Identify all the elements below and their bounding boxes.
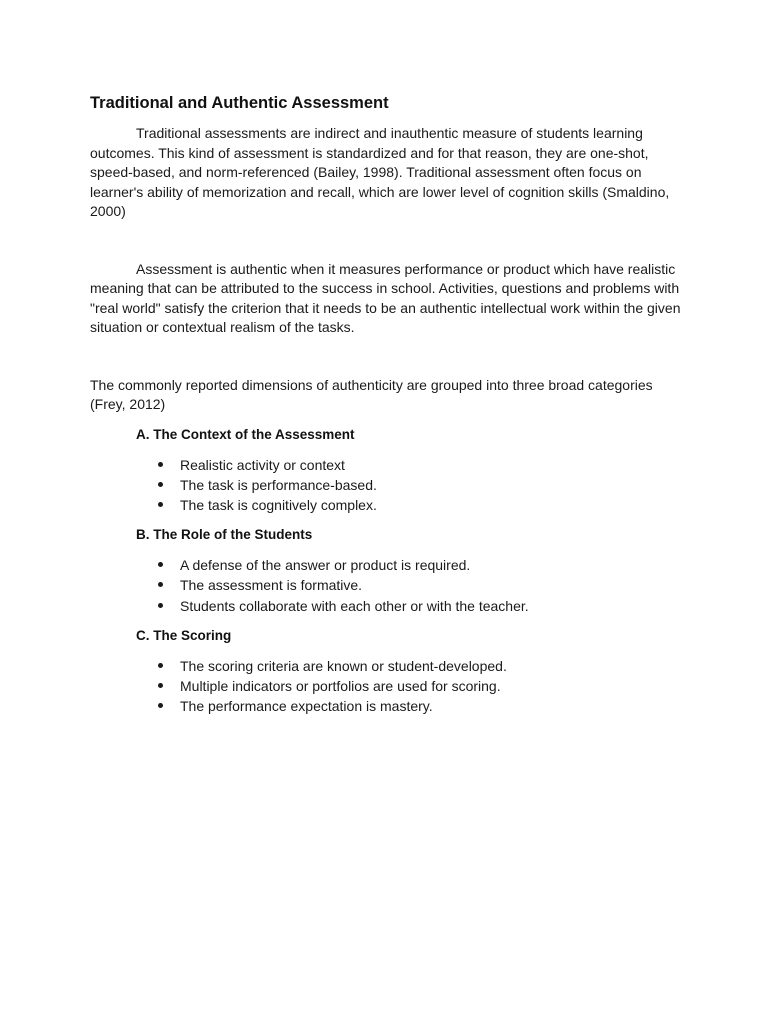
list-item-text: Multiple indicators or portfolios are used for scoring. [180,677,501,694]
bullet-list [90,656,690,717]
document-title: Traditional and Authentic Assessment [90,94,389,112]
bullet-list [90,455,690,516]
list-item-text: The assessment is formative. [180,577,363,594]
list-item-text: The task is cognitively complex. [180,496,377,513]
list-item [158,575,690,595]
list-item [158,455,690,475]
list-item [158,596,690,616]
list-item-text: Realistic activity or context [180,456,345,473]
list-item-text: A defense of the answer or product is required. [180,557,471,574]
list-item [158,495,690,515]
document-page [90,92,690,720]
list-item [158,475,690,495]
bullet-icon [158,683,163,688]
list-item [158,696,690,716]
bullet-icon [158,562,163,567]
bullet-icon [158,582,163,587]
bullet-icon [158,663,163,668]
list-item-text: Students collaborate with each other or with the teacher. [180,597,529,614]
bullet-icon [158,502,163,507]
bullet-icon [158,482,163,487]
paragraph-traditional: Traditional assessments are indirect and inauthentic measure of students learning outcomes. This kind of assessment is standardized and for that reason, they are one-shot, speed-based, and norm-referenced (Bailey, 1998). Traditional assessment often focus on learner's ability of memorization and recall, which are lower level of cognition skills (Smaldino, 2000) [90,125,670,219]
spacer [90,338,690,376]
section-heading: B. The Role of the Students [136,527,313,543]
section-role-of-students [90,525,690,616]
section-context [90,425,690,516]
bullet-icon [158,703,163,708]
bullet-list [90,555,690,616]
list-item [158,676,690,696]
paragraph-dimensions: The commonly reported dimensions of authenticity are grouped into three broad categories (Frey, 2012) [90,376,653,412]
section-scoring [90,626,690,717]
bullet-icon [158,462,163,467]
paragraph-authentic: Assessment is authentic when it measures performance or product which have realistic meaning that can be attributed to the success in school. Activities, questions and problems with "real world" satisfy the criterion that it needs to be an authentic intellectual work within the given situation or contextual realism of the tasks. [90,260,681,335]
spacer [90,222,690,260]
bullet-icon [158,603,163,608]
list-item-text: The task is performance-based. [180,476,377,493]
section-heading: C. The Scoring [136,627,232,643]
list-item-text: The performance expectation is mastery. [180,698,433,715]
list-item [158,656,690,676]
list-item-text: The scoring criteria are known or student-developed. [180,657,507,674]
section-heading: A. The Context of the Assessment [136,426,355,442]
list-item [158,555,690,575]
